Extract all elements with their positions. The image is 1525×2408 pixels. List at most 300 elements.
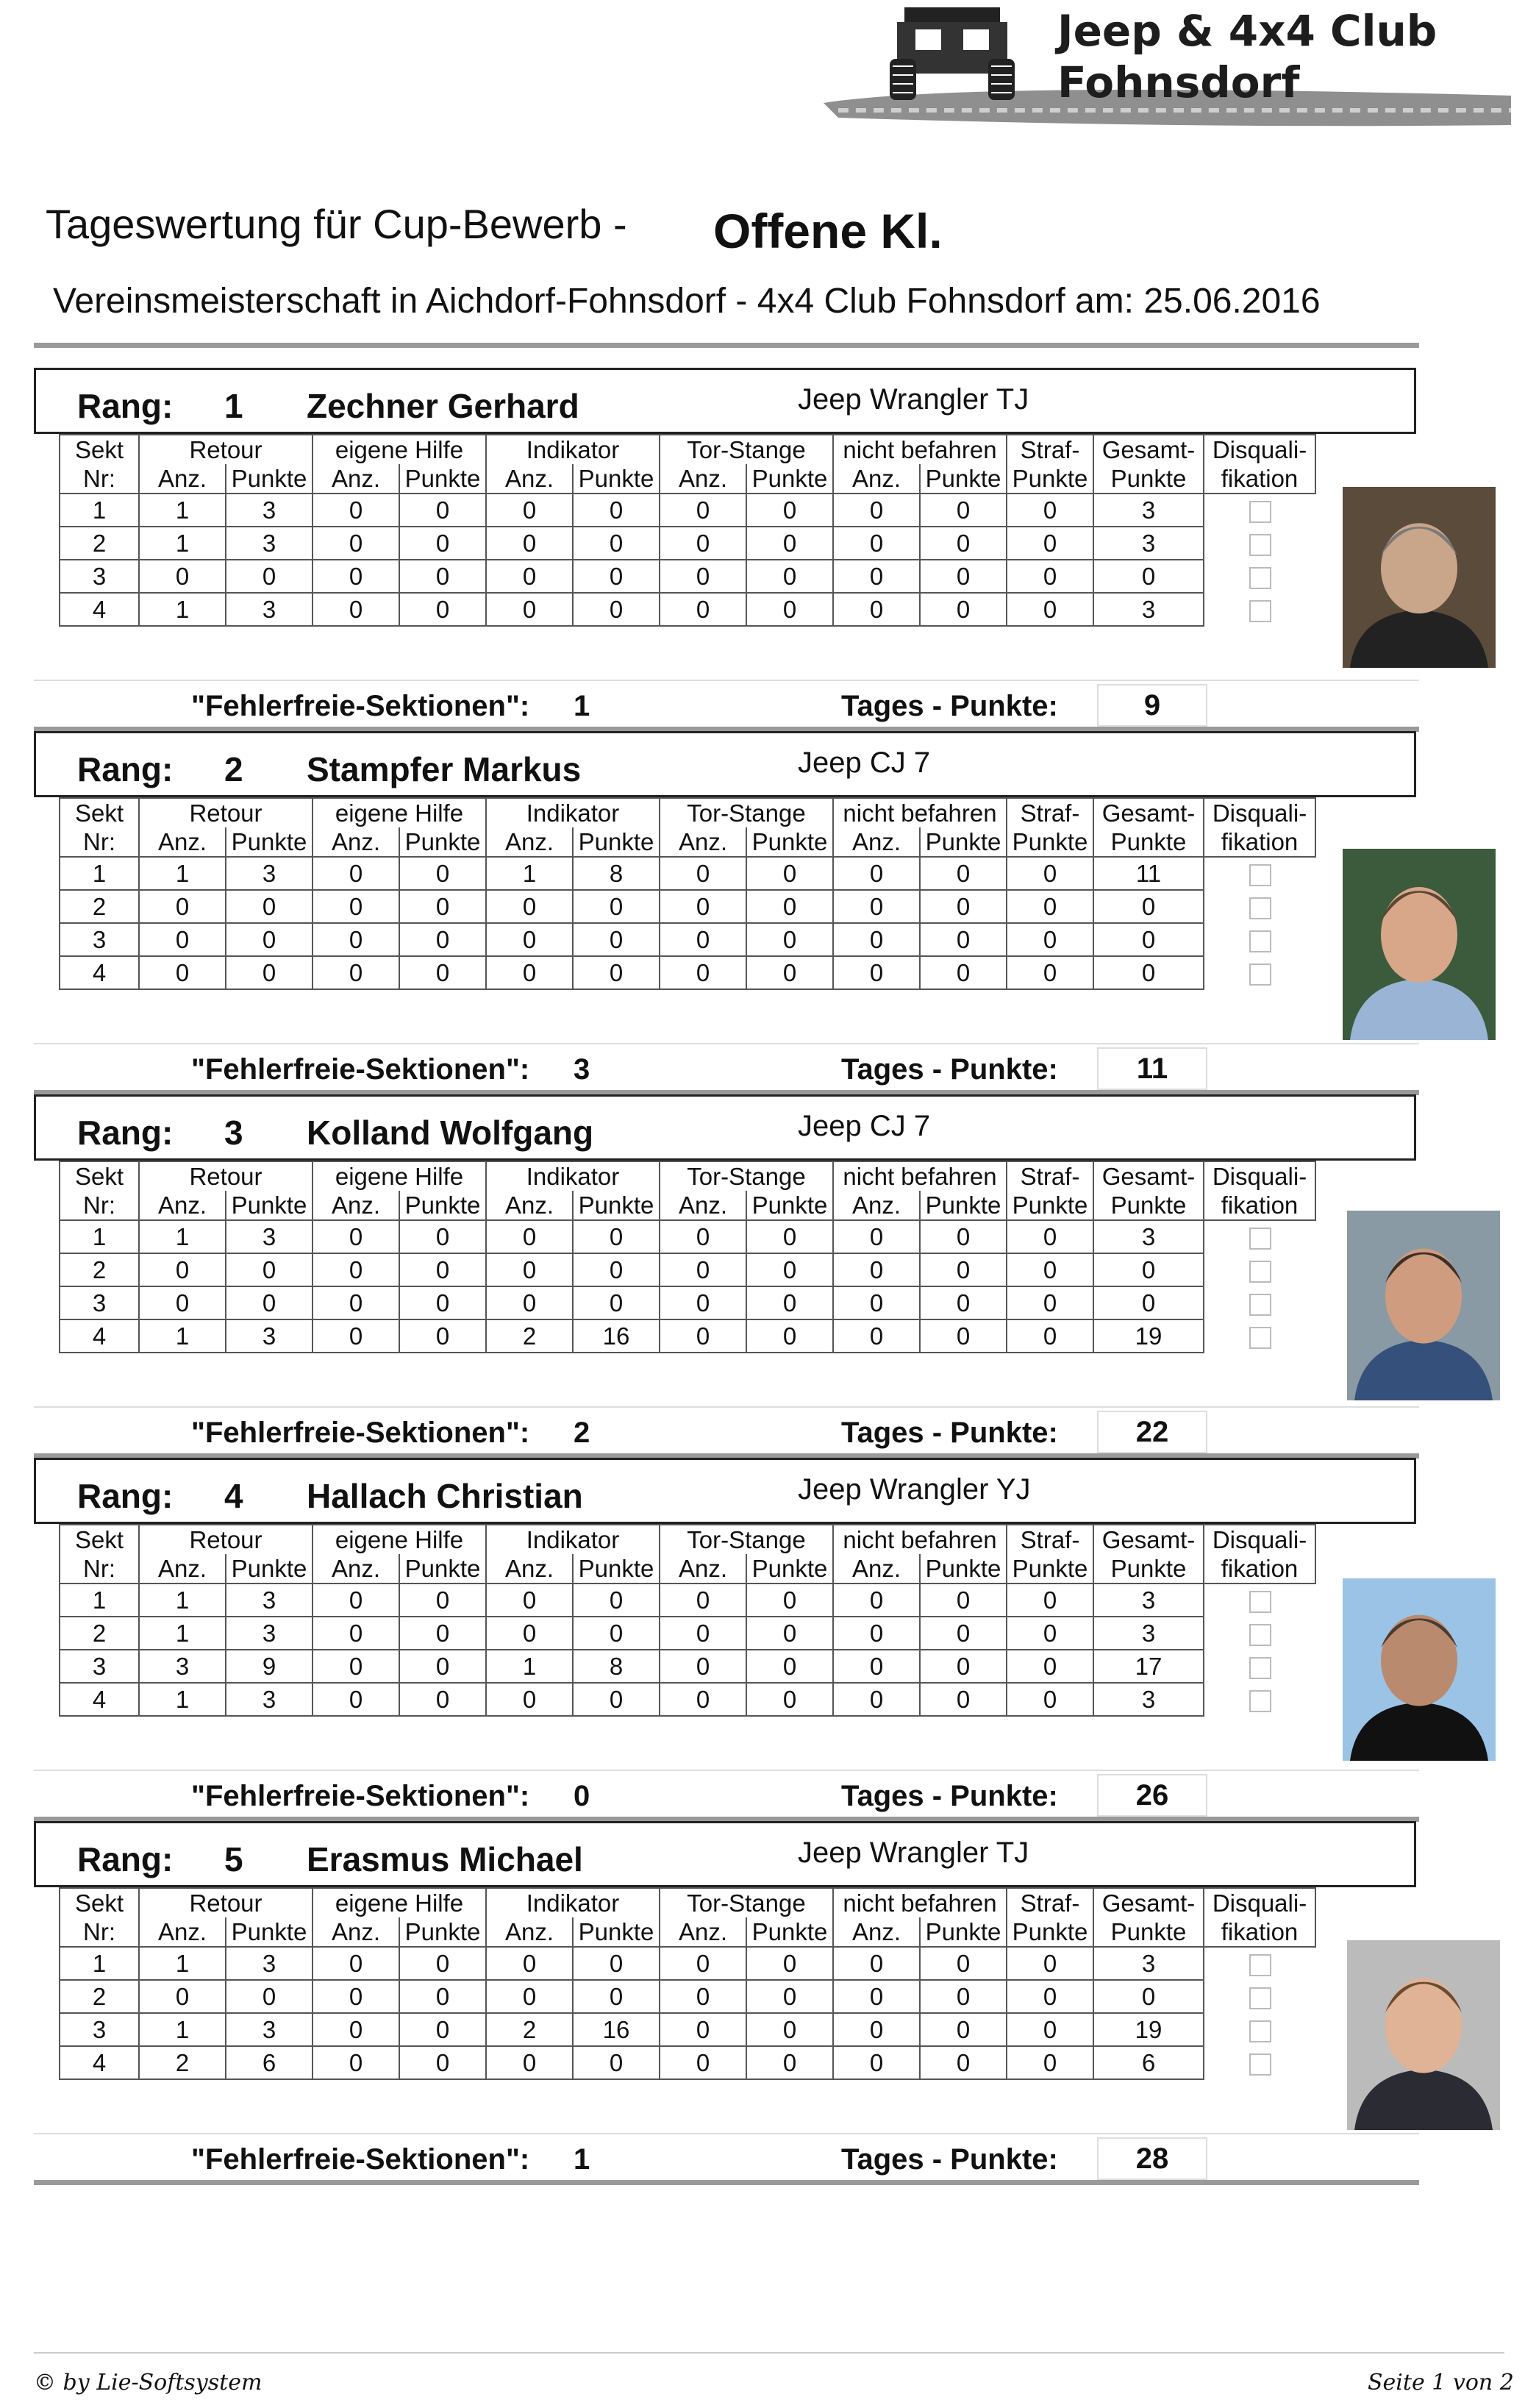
table-cell: 1 xyxy=(139,1683,226,1716)
fehlerfreie-label: "Fehlerfreie-Sektionen": xyxy=(191,1053,530,1086)
header-indikator: Indikator xyxy=(486,1525,660,1554)
table-cell: 0 xyxy=(920,956,1007,989)
fehlerfreie-value: 3 xyxy=(574,1053,590,1086)
tages-punkte-value: 26 xyxy=(1097,1774,1207,1817)
table-cell: 11 xyxy=(1093,857,1204,890)
header-nr: Nr: xyxy=(60,464,139,494)
vehicle-name: Jeep Wrangler TJ xyxy=(798,383,1029,416)
disqualification-checkbox[interactable] xyxy=(1249,1294,1271,1316)
table-cell: 0 xyxy=(486,527,573,560)
table-cell: 3 xyxy=(60,923,139,956)
table-cell: 3 xyxy=(226,1947,312,1980)
header-anz: Anz. xyxy=(660,1917,746,1947)
header-gesamt: Gesamt- xyxy=(1093,1888,1204,1917)
table-cell: 3 xyxy=(226,1683,312,1716)
header-straf: Straf- xyxy=(1007,798,1093,827)
club-logo xyxy=(816,0,1511,132)
table-cell: 0 xyxy=(660,1286,746,1319)
disqualification-checkbox[interactable] xyxy=(1249,1591,1271,1613)
table-cell: 0 xyxy=(312,1617,399,1650)
table-cell: 0 xyxy=(573,923,660,956)
table-cell: 0 xyxy=(573,1947,660,1980)
tages-punkte-label: Tages - Punkte: xyxy=(841,1053,1058,1086)
header-fikation: fikation xyxy=(1204,1554,1315,1584)
header-straf: Straf- xyxy=(1007,1161,1093,1191)
table-cell: 3 xyxy=(60,1286,139,1319)
header-tor-stange: Tor-Stange xyxy=(660,1161,833,1191)
table-cell: 0 xyxy=(833,1220,920,1253)
table-cell: 0 xyxy=(920,890,1007,923)
table-cell: 0 xyxy=(746,1980,833,2013)
competitor-name: Zechner Gerhard xyxy=(307,387,579,425)
fehlerfreie-value: 1 xyxy=(574,2143,590,2176)
disqualification-cell xyxy=(1204,494,1315,527)
disqualification-checkbox[interactable] xyxy=(1249,930,1271,952)
table-cell: 0 xyxy=(573,527,660,560)
table-cell: 0 xyxy=(920,2013,1007,2046)
table-cell: 1 xyxy=(139,527,226,560)
table-cell: 0 xyxy=(920,857,1007,890)
competitor-photo xyxy=(1343,849,1496,1040)
table-cell: 8 xyxy=(573,1650,660,1683)
table-cell: 0 xyxy=(660,1319,746,1353)
table-cell: 0 xyxy=(746,1947,833,1980)
header-anz: Anz. xyxy=(312,1191,399,1220)
tages-punkte-label: Tages - Punkte: xyxy=(841,1780,1058,1812)
header-tor-stange: Tor-Stange xyxy=(660,1525,833,1554)
table-cell: 0 xyxy=(660,1947,746,1980)
table-cell: 3 xyxy=(1093,1947,1204,1980)
table-cell: 0 xyxy=(573,560,660,593)
competitor-name: Hallach Christian xyxy=(307,1477,583,1515)
table-cell: 0 xyxy=(226,1286,312,1319)
event-subtitle: Vereinsmeisterschaft in Aichdorf-Fohnsdorf - 4x4 Club Fohnsdorf am: 25.06.2016 xyxy=(53,282,1321,321)
header-punkte: Punkte xyxy=(226,464,312,494)
table-cell: 0 xyxy=(399,1286,486,1319)
header-indikator: Indikator xyxy=(486,798,660,827)
logo-text-line2: Fohnsdorf xyxy=(1057,57,1300,107)
rank-header xyxy=(34,1821,1416,1887)
vehicle-name: Jeep Wrangler TJ xyxy=(798,1837,1029,1869)
competitor-section xyxy=(0,1458,1525,1821)
header-punkte: Punkte xyxy=(920,1554,1007,1584)
table-cell: 0 xyxy=(660,1220,746,1253)
table-cell: 0 xyxy=(312,560,399,593)
table-cell: 0 xyxy=(1007,1584,1093,1617)
table-cell: 1 xyxy=(139,494,226,527)
table-cell: 9 xyxy=(226,1650,312,1683)
table-cell: 0 xyxy=(920,1947,1007,1980)
table-cell: 1 xyxy=(486,1650,573,1683)
header-punkte: Punkte xyxy=(746,464,833,494)
table-cell: 3 xyxy=(226,1584,312,1617)
table-cell: 0 xyxy=(833,494,920,527)
header-anz: Anz. xyxy=(833,827,920,857)
header-punkte: Punkte xyxy=(920,1191,1007,1220)
competitor-section xyxy=(0,1821,1525,2184)
disqualification-cell xyxy=(1204,593,1315,626)
header-punkte: Punkte xyxy=(399,827,486,857)
table-cell: 0 xyxy=(486,1584,573,1617)
table-cell: 0 xyxy=(399,2046,486,2079)
header-anz: Anz. xyxy=(312,827,399,857)
table-cell: 0 xyxy=(920,527,1007,560)
header-punkte: Punkte xyxy=(746,1191,833,1220)
summary-divider xyxy=(34,680,1419,681)
tages-punkte-value: 28 xyxy=(1097,2137,1207,2180)
vehicle-name: Jeep CJ 7 xyxy=(798,1110,931,1142)
table-cell: 0 xyxy=(746,1319,833,1353)
table-cell: 0 xyxy=(486,593,573,626)
table-cell: 0 xyxy=(399,923,486,956)
disqualification-cell xyxy=(1204,527,1315,560)
header-fikation: fikation xyxy=(1204,464,1315,494)
table-cell: 0 xyxy=(1007,2013,1093,2046)
competitor-name: Stampfer Markus xyxy=(307,750,582,788)
table-cell: 0 xyxy=(573,1584,660,1617)
table-cell: 0 xyxy=(660,890,746,923)
summary-divider xyxy=(34,1770,1419,1771)
header-anz: Anz. xyxy=(486,464,573,494)
header-nicht-befahren: nicht befahren xyxy=(833,1525,1007,1554)
table-row xyxy=(60,1650,1315,1683)
rank-number: 5 xyxy=(224,1840,243,1878)
table-cell: 0 xyxy=(573,1220,660,1253)
header-anz: Anz. xyxy=(486,827,573,857)
header-punkte: Punkte xyxy=(573,1554,660,1584)
table-row xyxy=(60,1947,1315,1980)
header-fikation: fikation xyxy=(1204,1917,1315,1947)
disqualification-cell xyxy=(1204,1617,1315,1650)
table-cell: 0 xyxy=(746,923,833,956)
table-cell: 0 xyxy=(833,1584,920,1617)
table-cell: 0 xyxy=(833,560,920,593)
header-punkte: Punkte xyxy=(226,1191,312,1220)
header-eigene-hilfe: eigene Hilfe xyxy=(312,435,486,464)
table-cell: 19 xyxy=(1093,1319,1204,1353)
table-cell: 0 xyxy=(312,1584,399,1617)
table-cell: 0 xyxy=(226,1980,312,2013)
table-cell: 0 xyxy=(139,923,226,956)
table-cell: 0 xyxy=(660,1683,746,1716)
disqualification-checkbox[interactable] xyxy=(1249,534,1271,556)
header-straf: Straf- xyxy=(1007,1888,1093,1917)
disqualification-cell xyxy=(1204,560,1315,593)
table-cell: 0 xyxy=(226,923,312,956)
header-anz: Anz. xyxy=(139,1191,226,1220)
header-gesamt-punkte: Punkte xyxy=(1093,1917,1204,1947)
table-row xyxy=(60,527,1315,560)
table-cell: 0 xyxy=(573,890,660,923)
disqualification-checkbox[interactable] xyxy=(1249,2053,1271,2076)
disqualification-checkbox[interactable] xyxy=(1249,567,1271,589)
disqualification-checkbox[interactable] xyxy=(1249,1954,1271,1976)
table-cell: 0 xyxy=(1007,1220,1093,1253)
disqualification-checkbox[interactable] xyxy=(1249,1624,1271,1646)
table-cell: 0 xyxy=(486,1286,573,1319)
table-cell: 0 xyxy=(486,2046,573,2079)
table-cell: 0 xyxy=(746,560,833,593)
table-cell: 0 xyxy=(399,1947,486,1980)
header-fikation: fikation xyxy=(1204,827,1315,857)
table-cell: 0 xyxy=(920,1617,1007,1650)
header-anz: Anz. xyxy=(486,1917,573,1947)
table-cell: 4 xyxy=(60,1683,139,1716)
disqualification-checkbox[interactable] xyxy=(1249,1261,1271,1283)
table-cell: 0 xyxy=(660,593,746,626)
page-title xyxy=(46,200,943,258)
header-gesamt-punkte: Punkte xyxy=(1093,464,1204,494)
table-cell: 0 xyxy=(920,1584,1007,1617)
header-anz: Anz. xyxy=(139,464,226,494)
table-cell: 3 xyxy=(139,1650,226,1683)
table-cell: 0 xyxy=(833,956,920,989)
competitor-section xyxy=(0,1094,1525,1458)
header-anz: Anz. xyxy=(312,1554,399,1584)
table-cell: 0 xyxy=(920,923,1007,956)
table-cell: 0 xyxy=(746,2013,833,2046)
table-cell: 0 xyxy=(833,1683,920,1716)
table-row xyxy=(60,857,1315,890)
header-sekt: Sekt xyxy=(60,1888,139,1917)
table-cell: 0 xyxy=(399,1220,486,1253)
header-gesamt-punkte: Punkte xyxy=(1093,1191,1204,1220)
header-straf: Straf- xyxy=(1007,435,1093,464)
header-disquali: Disquali- xyxy=(1204,1888,1315,1917)
title-text: Tageswertung für Cup-Bewerb - xyxy=(46,201,627,247)
score-table xyxy=(59,1887,1316,2080)
rank-number: 4 xyxy=(224,1477,243,1515)
table-cell: 1 xyxy=(60,1584,139,1617)
table-cell: 0 xyxy=(399,1253,486,1286)
table-cell: 0 xyxy=(920,1650,1007,1683)
table-cell: 0 xyxy=(660,2046,746,2079)
header-gesamt: Gesamt- xyxy=(1093,435,1204,464)
table-cell: 0 xyxy=(920,560,1007,593)
table-cell: 1 xyxy=(139,1947,226,1980)
table-cell: 0 xyxy=(833,527,920,560)
disqualification-cell xyxy=(1204,1319,1315,1353)
table-cell: 16 xyxy=(573,2013,660,2046)
table-cell: 0 xyxy=(312,1980,399,2013)
header-anz: Anz. xyxy=(833,464,920,494)
table-cell: 0 xyxy=(660,923,746,956)
table-cell: 0 xyxy=(399,1980,486,2013)
score-table xyxy=(59,434,1316,627)
table-cell: 0 xyxy=(573,1683,660,1716)
table-cell: 0 xyxy=(746,593,833,626)
table-row xyxy=(60,1286,1315,1319)
table-cell: 0 xyxy=(399,857,486,890)
table-cell: 0 xyxy=(833,593,920,626)
table-cell: 0 xyxy=(486,1683,573,1716)
table-cell: 3 xyxy=(1093,527,1204,560)
table-cell: 0 xyxy=(312,2013,399,2046)
competitor-name: Kolland Wolfgang xyxy=(307,1114,594,1152)
disqualification-checkbox[interactable] xyxy=(1249,2020,1271,2042)
logo-text-line1: Jeep & 4x4 Club xyxy=(1057,6,1438,56)
table-cell: 0 xyxy=(139,956,226,989)
tages-punkte-label: Tages - Punkte: xyxy=(841,1417,1058,1449)
table-cell: 0 xyxy=(1007,527,1093,560)
header-retour: Retour xyxy=(139,1888,312,1917)
table-cell: 8 xyxy=(573,857,660,890)
table-cell: 1 xyxy=(60,1220,139,1253)
header-anz: Anz. xyxy=(660,827,746,857)
rank-number: 2 xyxy=(224,750,243,788)
table-cell: 0 xyxy=(833,857,920,890)
table-cell: 0 xyxy=(399,593,486,626)
header-nr: Nr: xyxy=(60,827,139,857)
disqualification-checkbox[interactable] xyxy=(1249,963,1271,986)
table-cell: 0 xyxy=(833,1286,920,1319)
disqualification-checkbox[interactable] xyxy=(1249,1327,1271,1349)
table-cell: 0 xyxy=(833,923,920,956)
table-cell: 0 xyxy=(1007,1683,1093,1716)
table-cell: 2 xyxy=(60,1617,139,1650)
header-anz: Anz. xyxy=(833,1191,920,1220)
tages-punkte-label: Tages - Punkte: xyxy=(841,690,1058,722)
table-cell: 0 xyxy=(399,1617,486,1650)
header-anz: Anz. xyxy=(139,1917,226,1947)
table-cell: 0 xyxy=(139,1286,226,1319)
table-cell: 0 xyxy=(920,494,1007,527)
table-cell: 0 xyxy=(660,956,746,989)
table-cell: 0 xyxy=(1007,494,1093,527)
table-cell: 0 xyxy=(312,1650,399,1683)
table-cell: 0 xyxy=(312,890,399,923)
table-cell: 0 xyxy=(399,527,486,560)
header-nr: Nr: xyxy=(60,1191,139,1220)
header-punkte: Punkte xyxy=(920,827,1007,857)
header-punkte: Punkte xyxy=(399,1554,486,1584)
disqualification-checkbox[interactable] xyxy=(1249,1987,1271,2009)
header-anz: Anz. xyxy=(139,827,226,857)
table-cell: 0 xyxy=(660,1584,746,1617)
header-punkte: Punkte xyxy=(746,827,833,857)
tages-punkte-value: 11 xyxy=(1097,1047,1207,1090)
header-anz: Anz. xyxy=(139,1554,226,1584)
table-cell: 3 xyxy=(226,527,312,560)
table-cell: 0 xyxy=(486,956,573,989)
header-nr: Nr: xyxy=(60,1554,139,1584)
table-cell: 0 xyxy=(833,1319,920,1353)
rank-label: Rang: xyxy=(77,1114,174,1152)
header-punkte: Punkte xyxy=(746,1917,833,1947)
disqualification-checkbox[interactable] xyxy=(1249,897,1271,919)
table-cell: 2 xyxy=(486,2013,573,2046)
table-cell: 0 xyxy=(920,593,1007,626)
table-cell: 3 xyxy=(226,2013,312,2046)
table-cell: 0 xyxy=(486,494,573,527)
header-anz: Anz. xyxy=(833,1917,920,1947)
table-row xyxy=(60,956,1315,989)
table-row xyxy=(60,1617,1315,1650)
table-cell: 0 xyxy=(1007,1980,1093,2013)
header-punkte: Punkte xyxy=(226,827,312,857)
table-cell: 0 xyxy=(226,890,312,923)
rank-header xyxy=(34,731,1416,797)
disqualification-checkbox[interactable] xyxy=(1249,501,1271,523)
disqualification-checkbox[interactable] xyxy=(1249,1228,1271,1250)
header-punkte: Punkte xyxy=(746,1554,833,1584)
table-cell: 0 xyxy=(486,1617,573,1650)
table-cell: 0 xyxy=(1007,1286,1093,1319)
competitor-photo xyxy=(1347,1211,1500,1400)
table-row xyxy=(60,494,1315,527)
table-cell: 0 xyxy=(920,1683,1007,1716)
header-eigene-hilfe: eigene Hilfe xyxy=(312,1888,486,1917)
table-cell: 0 xyxy=(746,857,833,890)
table-row xyxy=(60,1584,1315,1617)
header-tor-stange: Tor-Stange xyxy=(660,798,833,827)
table-cell: 17 xyxy=(1093,1650,1204,1683)
disqualification-cell xyxy=(1204,890,1315,923)
table-cell: 0 xyxy=(920,2046,1007,2079)
table-cell: 0 xyxy=(573,1980,660,2013)
table-cell: 0 xyxy=(920,1286,1007,1319)
header-tor-stange: Tor-Stange xyxy=(660,435,833,464)
rank-header xyxy=(34,1458,1416,1524)
class-name: Offene Kl. xyxy=(713,204,943,258)
page-number: Seite 1 von 2 xyxy=(1368,2370,1514,2395)
rank-label: Rang: xyxy=(77,750,174,788)
table-cell: 0 xyxy=(399,890,486,923)
table-cell: 1 xyxy=(139,1584,226,1617)
table-cell: 0 xyxy=(399,2013,486,2046)
header-gesamt-punkte: Punkte xyxy=(1093,1554,1204,1584)
table-cell: 1 xyxy=(139,1617,226,1650)
disqualification-checkbox[interactable] xyxy=(1249,1657,1271,1679)
table-cell: 0 xyxy=(833,1617,920,1650)
score-table xyxy=(59,1524,1316,1717)
fehlerfreie-label: "Fehlerfreie-Sektionen": xyxy=(191,690,530,722)
fehlerfreie-label: "Fehlerfreie-Sektionen": xyxy=(191,1417,530,1449)
header-sekt: Sekt xyxy=(60,1525,139,1554)
header-tor-stange: Tor-Stange xyxy=(660,1888,833,1917)
disqualification-cell xyxy=(1204,1220,1315,1253)
header-punkte: Punkte xyxy=(226,1917,312,1947)
header-retour: Retour xyxy=(139,1525,312,1554)
table-cell: 16 xyxy=(573,1319,660,1353)
header-nicht-befahren: nicht befahren xyxy=(833,1161,1007,1191)
summary-divider xyxy=(34,1406,1419,1408)
header-anz: Anz. xyxy=(486,1554,573,1584)
disqualification-checkbox[interactable] xyxy=(1249,864,1271,886)
table-row xyxy=(60,1683,1315,1716)
table-cell: 0 xyxy=(660,527,746,560)
table-cell: 0 xyxy=(833,1947,920,1980)
table-cell: 0 xyxy=(312,857,399,890)
table-cell: 19 xyxy=(1093,2013,1204,2046)
table-cell: 0 xyxy=(226,956,312,989)
table-cell: 0 xyxy=(312,1286,399,1319)
rank-label: Rang: xyxy=(77,387,174,425)
table-cell: 2 xyxy=(486,1319,573,1353)
rank-number: 3 xyxy=(224,1114,243,1152)
table-cell: 0 xyxy=(746,2046,833,2079)
header-nicht-befahren: nicht befahren xyxy=(833,798,1007,827)
table-cell: 0 xyxy=(746,1650,833,1683)
table-cell: 0 xyxy=(486,890,573,923)
table-cell: 0 xyxy=(1093,1253,1204,1286)
disqualification-checkbox[interactable] xyxy=(1249,1690,1271,1712)
disqualification-checkbox[interactable] xyxy=(1249,600,1271,622)
fehlerfreie-label: "Fehlerfreie-Sektionen": xyxy=(191,2143,530,2176)
table-cell: 0 xyxy=(746,1584,833,1617)
table-cell: 3 xyxy=(1093,1584,1204,1617)
table-cell: 2 xyxy=(60,527,139,560)
